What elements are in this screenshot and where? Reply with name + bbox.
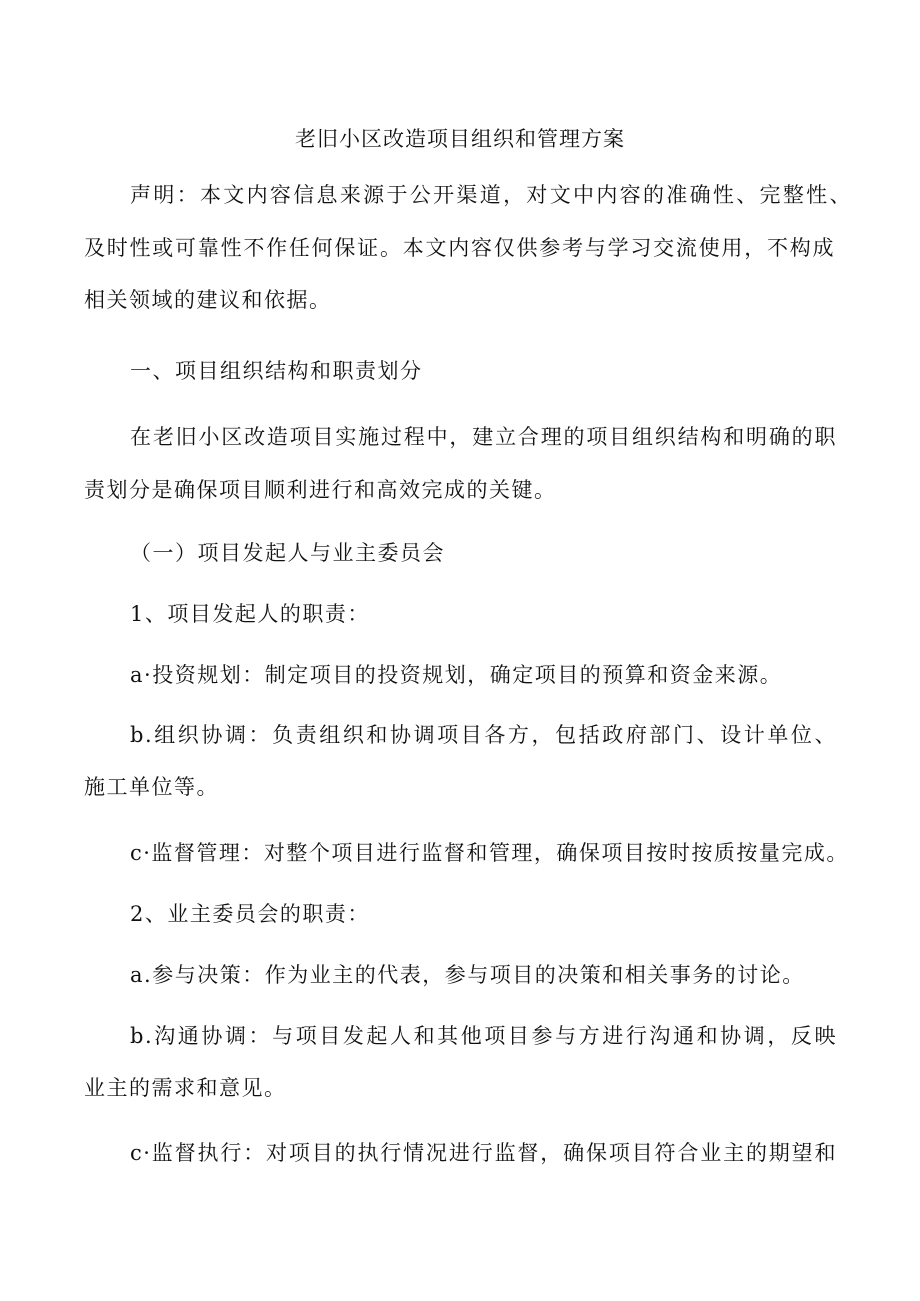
- disclaimer-line-1: 声明：本文内容信息来源于公开渠道，对文中内容的准确性、完整性、: [130, 183, 852, 207]
- item1-point-b-line-2: 施工单位等。: [84, 775, 219, 799]
- item2-point-b-line-2: 业主的需求和意见。: [84, 1076, 287, 1100]
- section-heading-1: 一、项目组织结构和职责划分: [130, 359, 423, 383]
- disclaimer-line-3: 相关领域的建议和依据。: [84, 288, 332, 312]
- item1-point-c: c·监督管理：对整个项目进行监督和管理，确保项目按时按质按量完成。: [130, 841, 849, 865]
- item2-point-a: a.参与决策：作为业主的代表，参与项目的决策和相关事务的讨论。: [130, 963, 805, 987]
- disclaimer-line-2: 及时性或可靠性不作任何保证。本文内容仅供参考与学习交流使用，不构成: [84, 236, 835, 260]
- item1-point-b-line-1: b.组织协调：负责组织和协调项目各方，包括政府部门、设计单位、: [130, 723, 837, 747]
- subsection-heading-1: （一）项目发起人与业主委员会: [130, 541, 445, 565]
- item2-point-b-line-1: b.沟通协调：与项目发起人和其他项目参与方进行沟通和协调，反映: [130, 1024, 837, 1048]
- section-intro-line-1: 在老旧小区改造项目实施过程中，建立合理的项目组织结构和明确的职: [130, 425, 837, 449]
- section-intro-line-2: 责划分是确保项目顺利进行和高效完成的关键。: [84, 478, 557, 502]
- item1-point-a: a·投资规划：制定项目的投资规划，确定项目的预算和资金来源。: [130, 663, 783, 687]
- item-heading-1: 1、项目发起人的职责：: [130, 602, 370, 626]
- item-heading-2: 2、业主委员会的职责：: [130, 902, 370, 926]
- document-title: 老旧小区改造项目组织和管理方案: [295, 127, 625, 151]
- item2-point-c-line-1: c·监督执行：对项目的执行情况进行监督，确保项目符合业主的期望和: [130, 1141, 837, 1165]
